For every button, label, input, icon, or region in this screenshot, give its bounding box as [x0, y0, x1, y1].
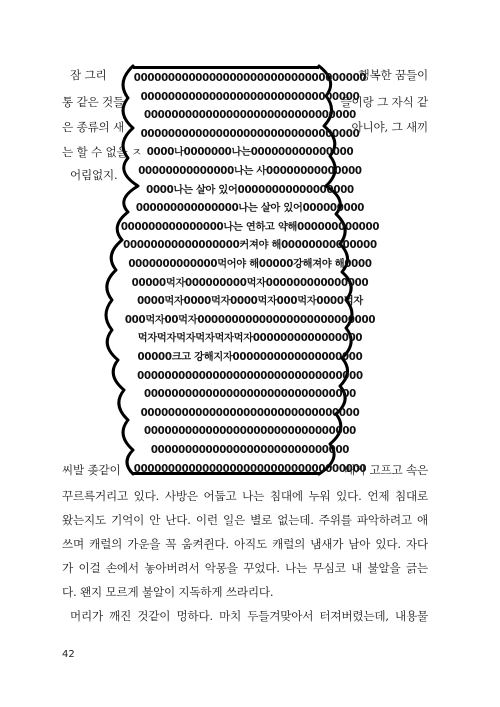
bubble-line: 000000000000000000000000000000000 — [137, 370, 363, 382]
line-3-right: 아니야, 그 새끼 — [351, 120, 428, 134]
bubble-line: 00000000000000000000000000000000 — [140, 128, 360, 140]
line-4-left: 는 할 수 없을 ㅈ — [62, 145, 142, 159]
bubble-line: 000000000000000나는 살아 있어000000000 — [135, 203, 365, 215]
bubble-line: 0000000000000000000000000000000 — [144, 389, 356, 401]
line-1-left: 잠 그리 — [70, 68, 107, 82]
line-2-left: 통 같은 것들 — [62, 95, 124, 109]
body-line: 왔는지도 기억이 안 난다. 이런 일은 별로 없는데. 주위를 파악하려고 애 — [62, 513, 428, 527]
body-line: 머리가 깨진 것같이 멍하다. 마치 두들겨맞아서 터져버렸는데, 내용물 — [70, 609, 428, 623]
bubble-line: 0000나는 살아 있어00000000000000000 — [146, 184, 354, 196]
bubble-line: 00000000000000000커져야 해00000000000000 — [123, 240, 377, 252]
bubble-line: 00000000000000나는 사00000000000000 — [138, 166, 362, 177]
bubble-top-edge — [133, 66, 319, 69]
bubble-line: 000000000000000나는 연하고 약해000000000000 — [120, 221, 380, 233]
bubble-line: 00000000000000000000000000000000 — [140, 407, 360, 419]
bubble-line: 00000먹자000000000먹자000000000000000 — [131, 277, 369, 289]
bubble-line: 0000000000000000000000000000000 — [144, 426, 356, 438]
bubble-line: 0000000000000000000000000000000000 — [133, 463, 367, 475]
bubble-line: 00000크고 강해지자0000000000000000000 — [137, 352, 363, 363]
body-line: 다. 왠지 모르게 불알이 지독하게 쓰라리다. — [62, 585, 274, 599]
bubble-line: 00000000000000000000000000000 — [150, 445, 350, 456]
bubble-line: 먹자먹자먹자먹자먹자먹자0000000000000000 — [137, 333, 363, 345]
line-2-right: 들이랑 그 자식 같 — [340, 95, 428, 109]
body-line: 꾸르륵거리고 있다. 사방은 어둡고 나는 침대에 누워 있다. 언제 침대로 — [62, 489, 428, 503]
page-number: 42 — [62, 649, 75, 660]
bubble-line: 0000먹자0000먹자0000먹자000먹자0000먹자 — [137, 296, 363, 308]
bubble-line: 000먹자00먹자00000000000000000000000000 — [124, 314, 376, 326]
bubble-line: 0000000000000먹어야 해00000강해져야 해0000 — [128, 259, 372, 270]
bubble-line: 00000000000000000000000000000000 — [140, 91, 360, 103]
line-1-right: 행복한 꿈들이 — [358, 68, 428, 82]
line-5-left: 어림없지. — [70, 168, 118, 182]
line-3-left: 은 종류의 새 — [62, 120, 124, 134]
bubble-line: 0000000000000000000000000000000000 — [133, 73, 367, 84]
mid-line-left: 씨발 좆같이 — [62, 463, 121, 477]
body-line: 가 이걸 손에서 놓아버려서 악몽을 꾸었다. 나는 무심코 내 불알을 긁는 — [62, 561, 428, 575]
body-line: 쓰며 캐럴의 가운을 꼭 움켜쥔다. 아직도 캐럴의 냄새가 남아 있다. 자다 — [62, 537, 428, 551]
bubble-line: 0000000000000000000000000000000 — [144, 110, 356, 122]
mid-line-right: 배가 고프고 속은 — [344, 463, 428, 477]
bubble-line: 0000나0000000나는000000000000000 — [146, 147, 354, 159]
